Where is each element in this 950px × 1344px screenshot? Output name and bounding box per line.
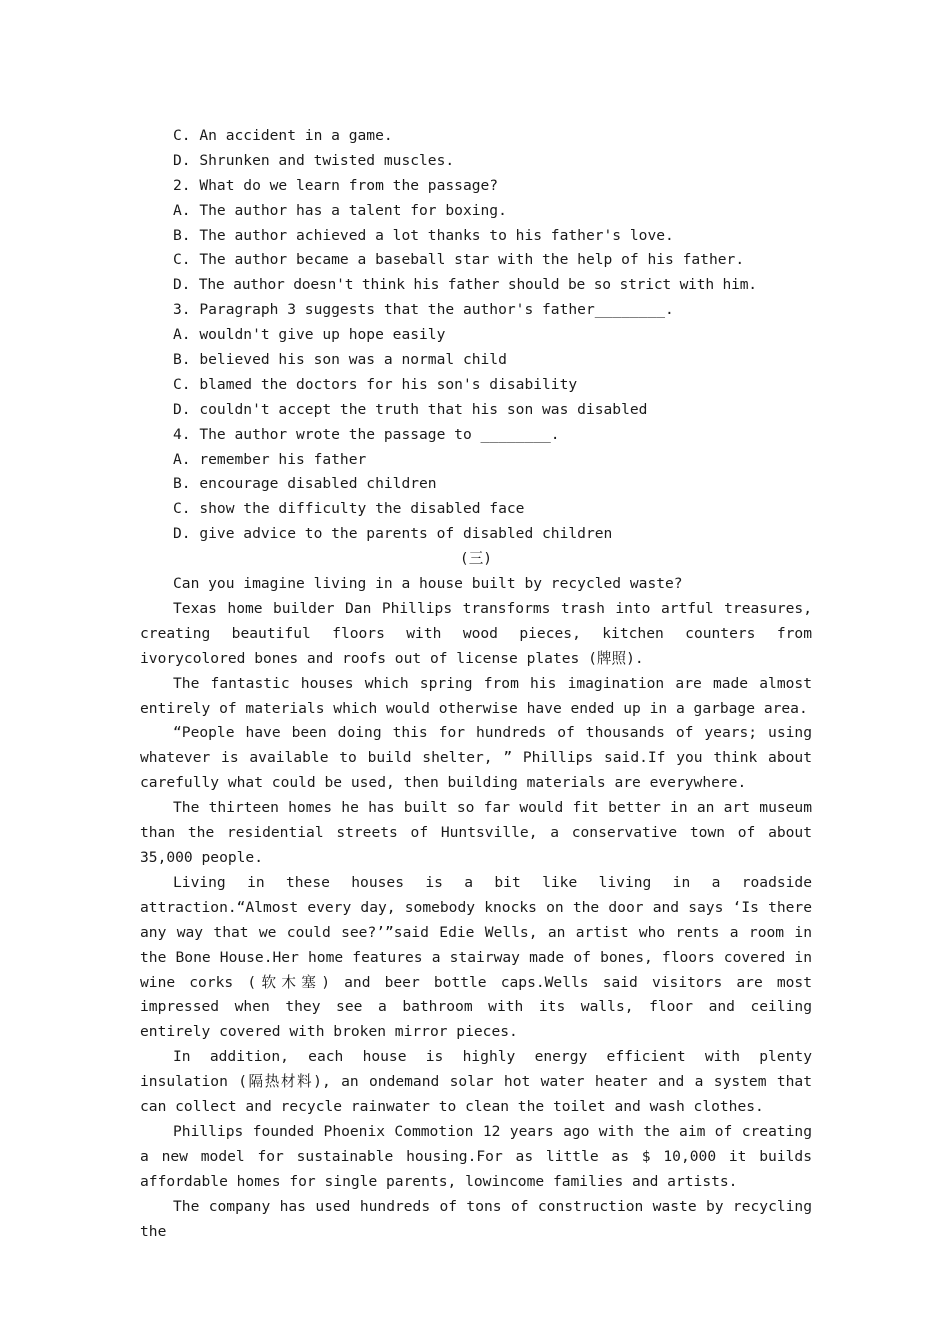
passage-paragraph: “People have been doing this for hundreds of thousands of years; using whatever is available to build shelter, ” Phillips said.If you think about carefully what could be used, then building materials are everywhere. (140, 724, 812, 792)
passage-paragraph: Phillips founded Phoenix Commotion 12 years ago with the aim of creating a new model for sustainable housing.For as little as $ 10,000 it builds affordable homes for single parents, lowincome families and artists. (140, 1122, 812, 1190)
q3-option-a: A. wouldn't give up hope easily (173, 326, 446, 344)
document-page (140, 124, 812, 1245)
q4-stem: 4. The author wrote the passage to ________. (173, 425, 560, 443)
passage-paragraph: Can you imagine living in a house built by recycled waste? (173, 575, 683, 593)
q2-option-c: C. The author became a baseball star with the help of his father. (173, 251, 745, 269)
section-heading: (三) (459, 550, 493, 568)
q2-option-d: D. The author doesn't think his father should be so strict with him. (173, 276, 757, 294)
q1-option-c: C. An accident in a game. (173, 127, 393, 144)
q4-option-a: A. remember his father (173, 450, 367, 468)
passage-paragraph: The fantastic houses which spring from his imagination are made almost entirely of materials which would otherwise have ended up in a garbage area. (140, 674, 812, 717)
passage-paragraph: In addition, each house is highly energy efficient with plenty insulation (隔热材料), an ondemand solar hot water heater and a system that can collect and recycle rainwater to clean the toilet and wash clothes. (140, 1048, 812, 1116)
q1-option-d: D. Shrunken and twisted muscles. (173, 151, 455, 169)
q3-option-d: D. couldn't accept the truth that his son was disabled (173, 400, 648, 418)
passage-paragraph: Living in these houses is a bit like living in a roadside attraction.“Almost every day, somebody knocks on the door and says ‘Is there any way that we could see?’”said Edie Wells, an artist who rents a room in the Bone House.Her home features a stairway made of bones, floors covered in wine corks (软木塞) and beer bottle caps.Wells said visitors are most impressed when they see a bathroom with its walls, floor and ceiling entirely covered with broken mirror pieces. (140, 873, 812, 1041)
q4-option-d: D. give advice to the parents of disabled children (173, 525, 613, 543)
q3-option-b: B. believed his son was a normal child (173, 351, 507, 369)
passage-paragraph: The company has used hundreds of tons of construction waste by recycling the (140, 1197, 812, 1240)
q2-stem: 2. What do we learn from the passage? (173, 176, 499, 194)
q3-stem: 3. Paragraph 3 suggests that the author's father________. (173, 301, 674, 319)
q3-option-c: C. blamed the doctors for his son's disability (173, 375, 578, 393)
passage-paragraph: Texas home builder Dan Phillips transforms trash into artful treasures, creating beautiful floors with wood pieces, kitchen counters from ivorycolored bones and roofs out of license plates (牌照). (140, 599, 812, 667)
q4-option-b: B. encourage disabled children (173, 475, 437, 493)
q2-option-b: B. The author achieved a lot thanks to his father's love. (173, 226, 674, 244)
q4-option-c: C. show the difficulty the disabled face (173, 500, 525, 518)
passage-paragraph: The thirteen homes he has built so far would fit better in an art museum than the residential streets of Huntsville, a conservative town of about 35,000 people. (140, 799, 812, 866)
q2-option-a: A. The author has a talent for boxing. (173, 201, 507, 219)
